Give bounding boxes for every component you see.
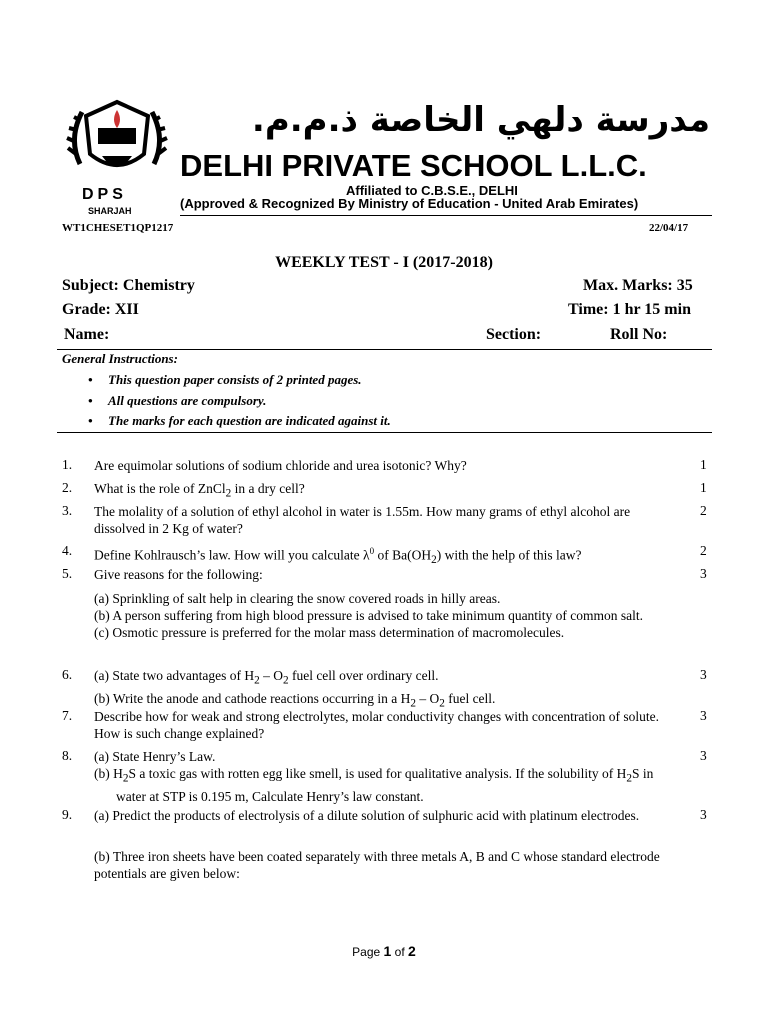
- question-marks: 3: [700, 748, 707, 763]
- question-text: Describe how for weak and strong electrolytes, molar conductivity changes with concentration of solute. How is such change explained?: [94, 709, 659, 741]
- question-marks: 3: [700, 708, 707, 723]
- question-parts: [94, 667, 684, 712]
- question-number: 1.: [62, 457, 73, 472]
- question-text: Give reasons for the following:: [94, 567, 263, 582]
- question-number: 2.: [62, 480, 73, 495]
- name-field: Name:: [64, 326, 110, 343]
- question-marks: 3: [700, 667, 707, 682]
- question-part: (b) Write the anode and cathode reactions occurring in a $H_2 - O_2$ fuel cell.: [94, 690, 496, 710]
- affiliation: Affiliated to C.B.S.E., DELHI: [346, 183, 518, 198]
- question-part: (b) Three iron sheets have been coated separately with three metals A, B and C whose standard electrode potentials are given below:: [94, 849, 660, 881]
- test-date: 22/04/17: [649, 222, 689, 234]
- question-part: (a) Predict the products of electrolysis of a dilute solution of sulphuric acid with platinum electrodes.: [94, 808, 640, 823]
- school-name-arabic: مدرسة دلهي الخاصة ذ.م.م.: [251, 100, 710, 140]
- section-field: Section:: [486, 326, 542, 343]
- school-logo: [62, 94, 172, 222]
- question-number: 3.: [62, 503, 73, 518]
- grade: Grade: XII: [62, 301, 139, 318]
- question-number: 5.: [62, 566, 73, 581]
- logo-dps-text: DPS: [82, 186, 127, 203]
- instruction-item: • All questions are compulsory.: [88, 393, 267, 408]
- instruction-item: • This question paper consists of 2 printed pages.: [88, 372, 362, 387]
- instructions-heading: General Instructions:: [62, 351, 178, 366]
- max-marks: Max. Marks: 35: [583, 277, 693, 294]
- page-footer: Page 1 of 2: [352, 943, 416, 959]
- question-marks: 3: [700, 807, 707, 822]
- question-text: What is the role of ZnCl$_2$ in a dry cell?: [94, 481, 305, 500]
- question-part: (a) Sprinkling of salt help in clearing the snow covered roads in hilly areas.: [94, 591, 501, 606]
- question-number: 7.: [62, 708, 73, 723]
- instructions-top-rule: [57, 349, 712, 350]
- question-marks: 2: [700, 503, 707, 518]
- question-part: (b) $H_2S$ a toxic gas with rotten egg like smell, is used for qualitative analysis. If the solubility of $H_2S$ in water at STP is 0.195 m, Calculate Henry’s law constant.: [94, 766, 654, 804]
- question-part: (a) State two advantages of $H_2 - O_2$ fuel cell over ordinary cell.: [94, 668, 439, 687]
- question-part: (c) Osmotic pressure is preferred for the molar mass determination of macromolecules.: [94, 625, 565, 640]
- question-parts: [94, 590, 684, 641]
- roll-no-field: Roll No:: [610, 326, 668, 343]
- time: Time: 1 hr 15 min: [568, 301, 691, 318]
- question-text: Are equimolar solutions of sodium chloride and urea isotonic? Why?: [94, 458, 467, 473]
- instructions-bottom-rule: [57, 432, 712, 433]
- school-name: DELHI PRIVATE SCHOOL L.L.C.: [180, 148, 647, 183]
- approval-line: (Approved & Recognized By Ministry of Education - United Arab Emirates): [180, 196, 639, 211]
- question-marks: 3: [700, 566, 707, 581]
- question-marks: 1: [700, 480, 707, 495]
- question-number: 9.: [62, 807, 73, 822]
- question-marks: 1: [700, 457, 707, 472]
- question-text: The molality of a solution of ethyl alcohol in water is 1.55m. How many grams of ethyl alcohol are dissolved in 2 Kg of water?: [94, 504, 631, 536]
- question-number: 4.: [62, 543, 73, 558]
- question-text: Define Kohlrausch’s law. How will you calculate $\lambda^0$ of $Ba(OH_2)$ with the help of this law?: [94, 546, 582, 567]
- logo-sharjah-text: SHARJAH: [88, 206, 132, 216]
- question-part: (a) State Henry’s Law.: [94, 749, 216, 764]
- instruction-item: • The marks for each question are indicated against it.: [88, 413, 391, 428]
- paper-code: WT1CHESET1QP1217: [62, 222, 174, 234]
- question-number: 6.: [62, 667, 73, 682]
- subject: Subject: Chemistry: [62, 277, 195, 294]
- question-number: 8.: [62, 748, 73, 763]
- test-title: WEEKLY TEST - I (2017-2018): [275, 254, 493, 271]
- question-marks: 2: [700, 543, 707, 558]
- question-part: (b) A person suffering from high blood pressure is advised to take minimum quantity of common salt.: [94, 608, 644, 623]
- header-rule: [180, 215, 712, 216]
- question-parts: [94, 748, 684, 805]
